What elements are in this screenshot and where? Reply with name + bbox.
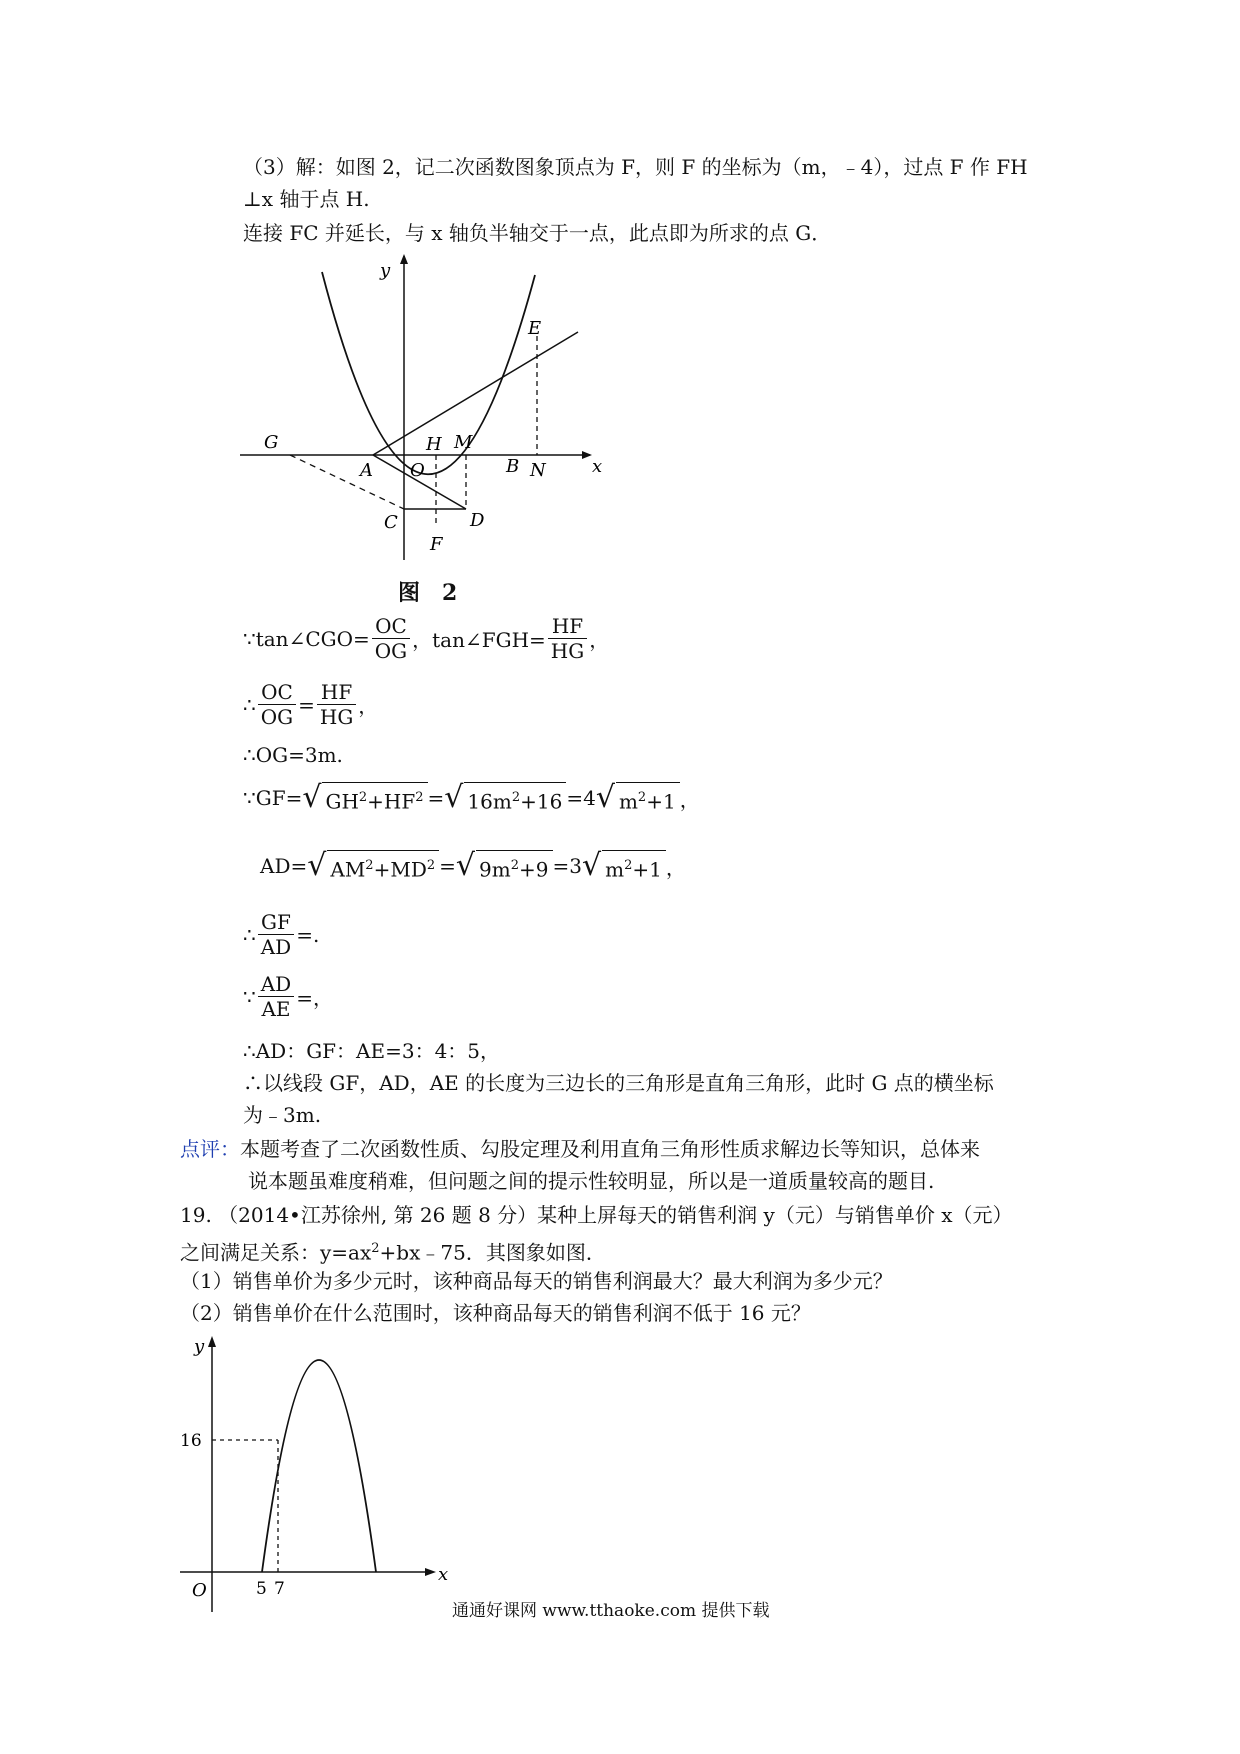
proof-step-7: ∵ $\frac{AD}{AE}$ =， [243, 972, 333, 1021]
q19-part-2: （2）销售单价在什么范围时，该种商品每天的销售利润不低于 16 元？ [180, 1301, 811, 1325]
label-e: E [528, 318, 542, 339]
x-axis-arrow [425, 1568, 436, 1576]
radical-gh-hf: $GH^2+HF^2$ [322, 782, 427, 815]
label-m: M [454, 432, 473, 453]
radical-m2-1: $m^2+1$ [616, 782, 680, 815]
label-n: N [530, 460, 546, 481]
tick-16: 16 [180, 1431, 202, 1451]
label-o: O [192, 1580, 207, 1601]
label-x: x [592, 456, 603, 477]
q19-line-2: 之间满足关系：$y=ax^2+bx﹣75$．其图象如图． [180, 1240, 606, 1265]
fraction-oc-og-2: $\frac{OC}{OG}$ [258, 680, 296, 729]
label-a: A [360, 460, 373, 481]
q19-line-1: 19. （2014•江苏徐州, 第 26 题 8 分）某种上屏每天的销售利润 y（元）与销售单价 x（元） [180, 1203, 1013, 1227]
proof-step-6: ∴ $\frac{GF}{AD}$ =. [243, 910, 320, 959]
tick-5: 5 [256, 1579, 267, 1599]
label-c: C [384, 512, 398, 533]
proof-step-4: ∵GF= √ $GH^2+HF^2$ = √ $16m^2+16$ =4 √ $m^2+1$ ， [243, 780, 700, 816]
radical-am-md: $AM^2+MD^2$ [327, 850, 439, 883]
fraction-hf-hg-2: $\frac{HF}{HG}$ [317, 680, 356, 729]
figure-2-caption: 图 2 [398, 580, 458, 606]
label-x: x [438, 1564, 449, 1585]
label-f: F [430, 534, 443, 555]
proof-step-2: ∴ $\frac{OC}{OG}$ = $\frac{HF}{HG}$ ， [243, 680, 379, 729]
figure-2 [230, 250, 610, 570]
proof-step-5: AD= √ $AM^2+MD^2$ = √ $9m^2+9$ =3 √ $m^2+1$ ， [260, 848, 686, 884]
tick-7: 7 [274, 1579, 285, 1599]
proof-step-3: ∴OG=3m. [243, 743, 343, 767]
label-y: y [194, 1336, 205, 1357]
y-axis-arrow [400, 254, 408, 264]
profit-parabola [262, 1360, 376, 1572]
label-g: G [264, 432, 279, 453]
proof-step-8: ∴AD：GF：AE=3：4：5， [243, 1039, 501, 1063]
fraction-hf-hg: $\frac{HF}{HG}$ [548, 614, 587, 663]
label-d: D [470, 510, 485, 531]
fraction-ad-ae: $\frac{AD}{AE}$ [258, 972, 294, 1021]
proof-step-1: ∵tan∠CGO= $\frac{OC}{OG}$ ，tan∠FGH= $\frac{HF}{HG}$ ， [243, 614, 610, 663]
proof-step-9b: 为﹣3m. [243, 1103, 322, 1127]
label-h: H [426, 434, 442, 455]
x-axis-arrow [582, 451, 592, 459]
proof-step-9a: ∴以线段 GF，AD，AE 的长度为三边长的三角形是直角三角形，此时 G 点的横坐标 [243, 1071, 994, 1095]
radical-m2-1-b: $m^2+1$ [602, 850, 666, 883]
comment-line-2: 说本题虽难度稍难，但问题之间的提示性较明显，所以是一道质量较高的题目. [248, 1169, 935, 1193]
fraction-gf-ad: $\frac{GF}{AD}$ [258, 910, 294, 959]
s1-because: ∵tan∠CGO= [243, 626, 370, 651]
label-y: y [380, 260, 391, 281]
radical-9m: $9m^2+9$ [476, 850, 552, 883]
label-b: B [506, 456, 520, 477]
fraction-oc-og: $\frac{OC}{OG}$ [372, 614, 410, 663]
q19-part-1: （1）销售单价为多少元时，该种商品每天的销售利润最大？最大利润为多少元？ [180, 1269, 893, 1293]
comment-label: 点评： [180, 1137, 240, 1161]
part3-line3: 连接 FC 并延长，与 x 轴负半轴交于一点，此点即为所求的点 G． [243, 221, 832, 245]
figure-q19 [170, 1330, 460, 1620]
radical-16m: $16m^2+16$ [464, 782, 566, 815]
part3-line2: ⊥x 轴于点 H. [243, 187, 370, 211]
comment-line-1: 点评：本题考查了二次函数性质、勾股定理及利用直角三角形性质求解边长等知识，总体来 [180, 1137, 980, 1161]
label-o: O [410, 460, 425, 481]
part3-line1: （3）解：如图 2，记二次函数图象顶点为 F，则 F 的坐标为（m，﹣4），过点 F 作 FH [243, 155, 1028, 179]
y-axis-arrow [208, 1336, 216, 1347]
footer-text: 通通好课网 www.tthaoke.com 提供下载 [452, 1601, 770, 1621]
